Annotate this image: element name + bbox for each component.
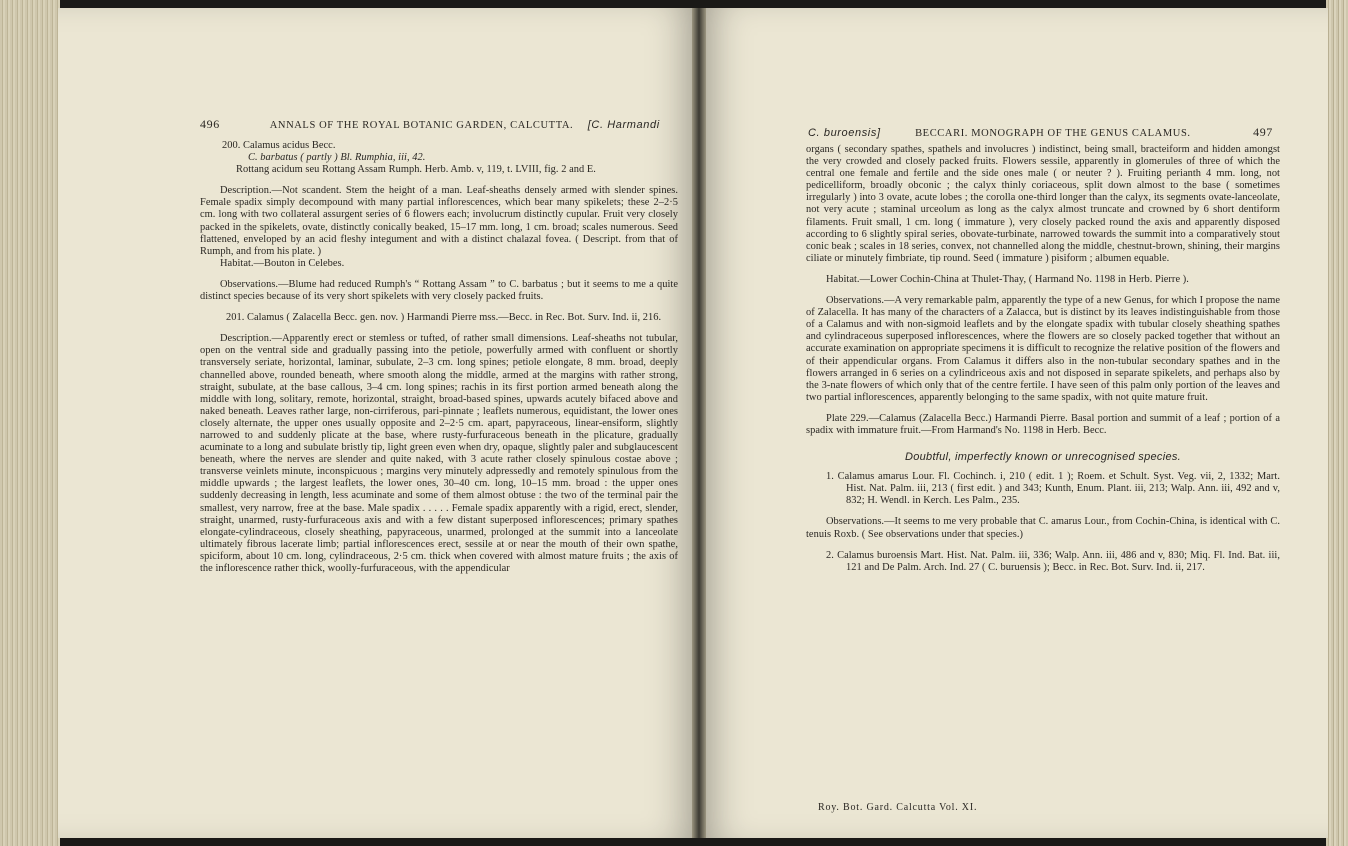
habitat-paragraph: Habitat.—Bouton in Celebes. <box>220 257 345 269</box>
description-paragraph: Description.—Not scandent. Stem the height of a man. Leaf-sheaths densely armed with slender spines. Female spadix simply decompound with many partial inflorescences, which bear many spikelets; these 2–2·5 cm. long with two collateral assurgent series of 6 flowers each; involucrum distinctly cupular. Fruit very closely packed in the spikelets, ovate, distinctly conically beaked, 15–17 mm. long, 1 cm. broad; scales numerous. Seed flattened, enveloped by an acid fleshy integument and with a distinct chalazal fovea. ( Descript. from that of Rumph, and from his plate. ) <box>200 185 678 257</box>
right-page-number: 497 <box>1253 125 1273 139</box>
left-head-title: ANNALS OF THE ROYAL BOTANIC GARDEN, CALCUTTA. <box>269 120 574 131</box>
observations-paragraph: Observations.—It seems to me very probable that C. amarus Lour., from Cochin-China, is identical with C. tenuis Roxb. ( See observations under that species.) <box>806 516 1280 540</box>
species-entry: 1. Calamus amarus Lour. Fl. Cochinch. i, 210 ( edit. 1 ); Roem. et Schult. Syst. Veg. vii, 2, 1332; Mart. Hist. Nat. Palm. iii, 213 ( first edit. ) and 343; Kunth, Enum. Plant. iii, 213; Walp. Ann. iii, 492 and v, 832; H. Wendl. in Kerch. Les Palm., 235. <box>826 471 1280 507</box>
right-running-head <box>808 125 1273 140</box>
description-continuation: organs ( secondary spathes, spathels and involucres ) indistinct, being small, bracteiform and hidden amongst the very crowded and closely packed fruits. Flowers sessile, apparently in glomerules of three of which the central one female and fertile and the side ones male ( or neuter ? ). Fruiting perianth 4 mm. long, not pedicelliform, broadly obconic ; the calyx thinly coriaceous, split down almost to the base ( sometimes irregularly ) into 3 ovate, acute lobes ; the corolla one-third longer than the calyx, its segments ovate-lanceolate, not very acute ; staminal urceolum as long as the calyx almost truncate and crowned by 6 short dentiform filaments. Fruit small, 1 cm. long ( immature ), very closely packed round the axis and apparently disposed according to 6 slightly spiral series, obovate-turbinate, narrowed towards the summit into a comparatively stout conic beak ; scales in 18 series, convex, not channelled along the middle, chestnut-brown, shining, their margins ciliate or minutely fimbriate, tip round. Seed ( immature ) pisiform ; albumen equable. <box>806 144 1280 264</box>
right-body <box>806 144 1280 574</box>
observations-paragraph: Observations.—A very remarkable palm, apparently the type of a new Genus, for which I propose the name of Zalacella. It has many of the characters of a Zalacca, but is distinct by its leaves indistinguishable from those of a Calamus and with non-sigmoid leaflets and by the elongate spadix with tubular closely sheathing spathes and cylindraceous superposed inflorescences, where the flowers are so closely packed together that without an accurate examination on appropriate specimens it is difficult to recognize the relative position of the flowers and of their appendicular organs. From Calamus it differs also in the non-tubular secondary spathes and in the flowers arranged in 6 series on a cylindriceous axis and not disposed in separate spikelets, and perhaps also by the 3-nate flowers of which only that of the centre fertile. I have seen of this palm only portion of the leaves and two partial inflorescences, apparently belonging to the same spadix, with not quite mature fruit. <box>806 295 1280 403</box>
observations-paragraph: Observations.—Blume had reduced Rumph's “ Rottang Assam ” to C. barbatus ; but it seems to me a quite distinct species because of its very short spikelets with very closely packed fruits. <box>200 278 678 303</box>
synonym-line: C. barbatus ( partly ) Bl. Rumphia, iii, 42. <box>248 152 426 164</box>
species-201-heading: 201. Calamus ( Zalacella Becc. gen. nov. ) Harmandi Pierre mss.—Becc. in Rec. Bot. Surv. Ind. ii, 216. <box>226 312 662 324</box>
left-page <box>58 8 698 838</box>
description-paragraph: Description.—Apparently erect or stemless or tufted, of rather small dimensions. Leaf-sheaths not tubular, open on the ventral side and gradually passing into the petiole, powerfully armed with confluent or shortly transversely seriate, horizontal, laminar, subulate, 2–3 cm. long spines; petiole elongate, 8 mm. broad, deeply channelled above, rounded beneath, where smooth along the middle, armed at the margins with rather strong, straight, subulate, at the base callous, 3–4 cm. long spines; rachis in its first portion armed beneath along the middle with long, solitary, remote, horizontal, straight, broad-based spines, upwards acutely bifaced above and naked beneath. Leaves rather large, non-cirriferous, pari-pinnate ; leaflets numerous, equidistant, the lower ones closely alternate, the upper ones usually opposite and 2–2·5 cm. apart, papyraceous, linear-ensiform, slightly narrowed to and suddenly plicate at the base, where rusty-furfuraceous beneath in the plicature, gradually acuminate to a long and subulate bristly tip, light green even when dry, opaque, slightly paler and subglaucescent beneath, where the nerves are slender and quite naked, with 3 acute rather closely spinulous costae above ; transverse veinlets minute, inconspicuous ; margins very minutely adpressedly and remotely spinulous from the middle upwards ; the largest leaflets, the lower ones, 30–40 cm. long, 10–15 mm. broad : the upper ones suddenly decreasing in length, less acuminate and some of them almost obtuse : the two of the terminal pair the smallest, very narrow, free at the base. Male spadix . . . . . Female spadix apparently with a rigid, erect, slender, straight, unarmed, rusty-furfuraceous axis and with a few distant superposed inflorescences; primary spathes elongate-cylindraceous, closely sheathing, papyraceous, unarmed, prolonged at the summit into a lanceolate ultimately fibrous lacerate limb; partial inflorescences erect, sessile at or near the mouth of their own spathe, spiciform, about 10 cm. long, cylindraceous, 2·5 cm. thick when covered with almost mature fruits ; the axis of the inflorescence rather thick, woolly-furfuraceous, with the appendicular <box>200 333 678 574</box>
book-edge-right <box>1326 0 1348 846</box>
left-head-tag: [C. Harmandi <box>587 119 660 131</box>
plate-caption: Plate 229.—Calamus (Zalacella Becc.) Harmandi Pierre. Basal portion and summit of a leaf ; portion of a spadix with immature fruit.—From Harmand's No. 1198 in Herb. Becc. <box>806 412 1280 436</box>
synonym-line: Rottang acidum seu Rottang Assam Rumph. Herb. Amb. v, 119, t. LVIII, fig. 2 and E. <box>236 164 596 176</box>
section-heading: Doubtful, imperfectly known or unrecognised species. <box>904 451 1182 464</box>
right-head-tag: C. buroensis] <box>808 127 881 139</box>
right-page <box>700 8 1328 838</box>
left-page-number: 496 <box>200 117 220 131</box>
left-running-head <box>200 117 660 132</box>
book-edge-left <box>0 0 60 846</box>
species-200-heading: 200. Calamus acidus Becc. <box>222 140 336 151</box>
book-gutter <box>692 8 706 838</box>
habitat-paragraph: Habitat.—Lower Cochin-China at Thulet-Thay, ( Harmand No. 1198 in Herb. Pierre ). <box>826 273 1189 285</box>
species-entry: 2. Calamus buroensis Mart. Hist. Nat. Palm. iii, 336; Walp. Ann. iii, 486 and v, 830; Miq. Fl. Ind. Bat. iii, 121 and De Palm. Arch. Ind. 27 ( C. buruensis ); Becc. in Rec. Bot. Surv. Ind. ii, 217. <box>826 549 1280 573</box>
page-footer: Roy. Bot. Gard. Calcutta Vol. XI. <box>818 802 978 813</box>
left-body <box>200 140 678 575</box>
right-head-title: BECCARI. MONOGRAPH OF THE GENUS CALAMUS. <box>915 128 1191 139</box>
